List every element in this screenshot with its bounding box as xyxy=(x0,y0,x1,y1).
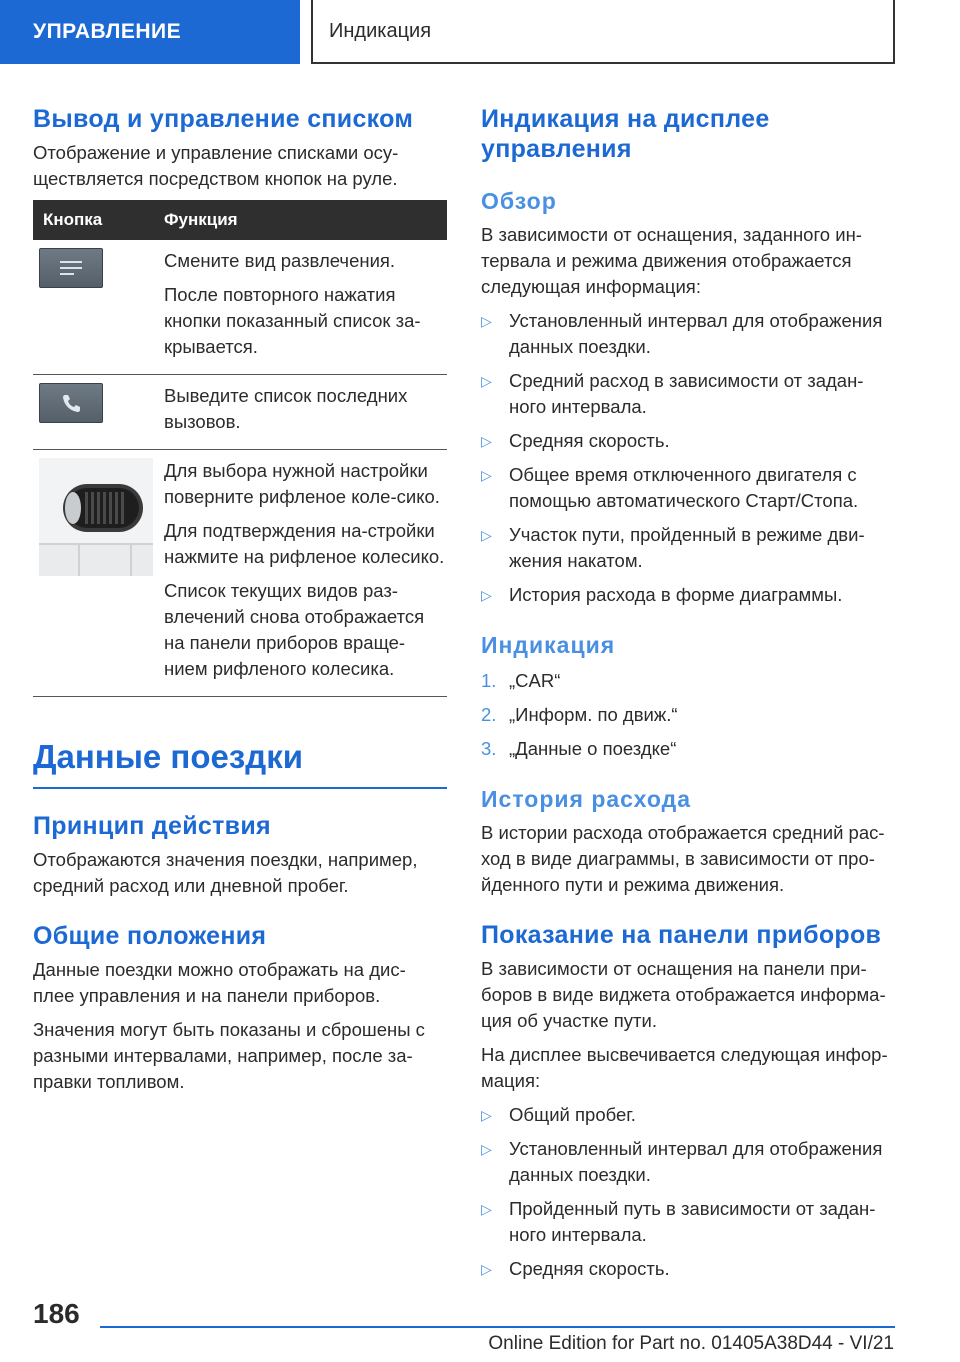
list-item: ▷ Установленный интервал для отображения данных поездки. xyxy=(481,310,883,357)
cluster-p2: На дисплее высвечивается следующая инфор-мация: xyxy=(481,1044,888,1091)
footer-rule xyxy=(100,1326,895,1328)
page-number: 186 xyxy=(33,1298,80,1329)
chapter-label: Индикация xyxy=(329,19,432,42)
overview-text: В зависимости от оснащения, заданного ин-тервала и режима движения отображается следующая информация: xyxy=(481,224,862,297)
history-text: В истории расхода отображается средний рас-ход в виде диаграммы, в зависимости от про-йденного пути и режима движения. xyxy=(481,822,885,895)
general-title: Общие положения xyxy=(33,921,267,950)
chapter-title xyxy=(311,0,895,64)
indication-title: Индикация xyxy=(481,632,616,658)
right-column xyxy=(481,104,895,1282)
list-menu-icon xyxy=(39,248,103,288)
triangle-bullet-icon: ▷ xyxy=(481,527,492,543)
principle-text: Отображаются значения поездки, например, средний расход или дневной пробег. xyxy=(33,848,418,896)
list-item: ▷ Общий пробег. xyxy=(481,1102,895,1128)
principle-title: Принцип действия xyxy=(33,811,271,840)
left-column xyxy=(33,104,447,1095)
history-title: История расхода xyxy=(481,786,692,812)
general-p1: Данные поездки можно отображать на дис-плее управления и на панели приборов. xyxy=(33,958,406,1006)
list-item: ▷ Средняя скорость. xyxy=(481,428,895,454)
list-item: ▷ Средняя скорость. xyxy=(481,1256,895,1282)
row3-text1: Для выбора нужной настройки поверните рифленое коле-сико. xyxy=(164,460,440,507)
button-function-table xyxy=(33,200,447,697)
row3-text3: Список текущих видов раз-влечений снова отображается на панели приборов враще-нием рифленого колесика. xyxy=(164,580,425,679)
list-item: 3. „Данные о поездке“ xyxy=(481,738,677,759)
row2-text1: Выведите список последних вызовов. xyxy=(164,385,408,432)
row3-text2: Для подтверждения на-стройки нажмите на рифленое колесико. xyxy=(164,520,445,567)
phone-icon xyxy=(39,383,103,423)
triangle-bullet-icon: ▷ xyxy=(481,1201,492,1217)
triangle-bullet-icon: ▷ xyxy=(481,433,492,449)
triangle-bullet-icon: ▷ xyxy=(481,373,492,389)
overview-list xyxy=(481,308,895,608)
display-title: Индикация на дисплее управления xyxy=(481,105,770,163)
col-button-header: Кнопка xyxy=(33,200,153,240)
table-row xyxy=(33,450,447,697)
triangle-bullet-icon: ▷ xyxy=(481,467,492,483)
thumbwheel-icon xyxy=(39,458,153,576)
row1-text2: После повторного нажатия кнопки показанный список за-крывается. xyxy=(164,284,421,357)
triangle-bullet-icon: ▷ xyxy=(481,587,492,603)
list-item: ▷ Участок пути, пройденный в режиме дви-жения накатом. xyxy=(481,524,865,571)
list-item: ▷ Пройденный путь в зависимости от задан-ного интервала. xyxy=(481,1198,876,1245)
cluster-title: Показание на панели приборов xyxy=(481,921,882,949)
triangle-bullet-icon: ▷ xyxy=(481,1107,492,1123)
overview-title: Обзор xyxy=(481,188,557,214)
list-item: 2. „Информ. по движ.“ xyxy=(481,704,678,725)
triangle-bullet-icon: ▷ xyxy=(481,1141,492,1157)
list-title: Вывод и управление списком xyxy=(33,105,414,133)
triangle-bullet-icon: ▷ xyxy=(481,1261,492,1277)
list-intro: Отображение и управление списками осу-ществляется посредством кнопок на руле. xyxy=(33,142,399,189)
indication-steps xyxy=(481,668,895,762)
section-tab: УПРАВЛЕНИЕ xyxy=(0,0,300,64)
row1-text1: Смените вид развлечения. xyxy=(164,250,396,271)
triangle-bullet-icon: ▷ xyxy=(481,313,492,329)
list-item: ▷ Общее время отключенного двигателя с помощью автоматического Старт/Стопа. xyxy=(481,464,859,511)
list-item: ▷ Установленный интервал для отображения данных поездки. xyxy=(481,1138,883,1185)
cluster-p1: В зависимости от оснащения на панели при-боров в виде виджета отображается информа-ция об участке пути. xyxy=(481,958,886,1031)
edition-note: Online Edition for Part no. 01405A38D44 - VI/21 xyxy=(488,1333,894,1354)
table-row xyxy=(33,240,447,375)
trip-data-title: Данные поездки xyxy=(33,738,304,775)
list-item: ▷ Средний расход в зависимости от задан-ного интервала. xyxy=(481,370,864,417)
general-p2: Значения могут быть показаны и сброшены с разными интервалами, например, после за-правки топливом. xyxy=(33,1018,425,1092)
table-row xyxy=(33,375,447,450)
cluster-list xyxy=(481,1102,895,1282)
list-item: 1. „CAR“ xyxy=(481,670,561,691)
col-function-header: Функция xyxy=(153,200,447,240)
list-item: ▷ История расхода в форме диаграммы. xyxy=(481,582,895,608)
